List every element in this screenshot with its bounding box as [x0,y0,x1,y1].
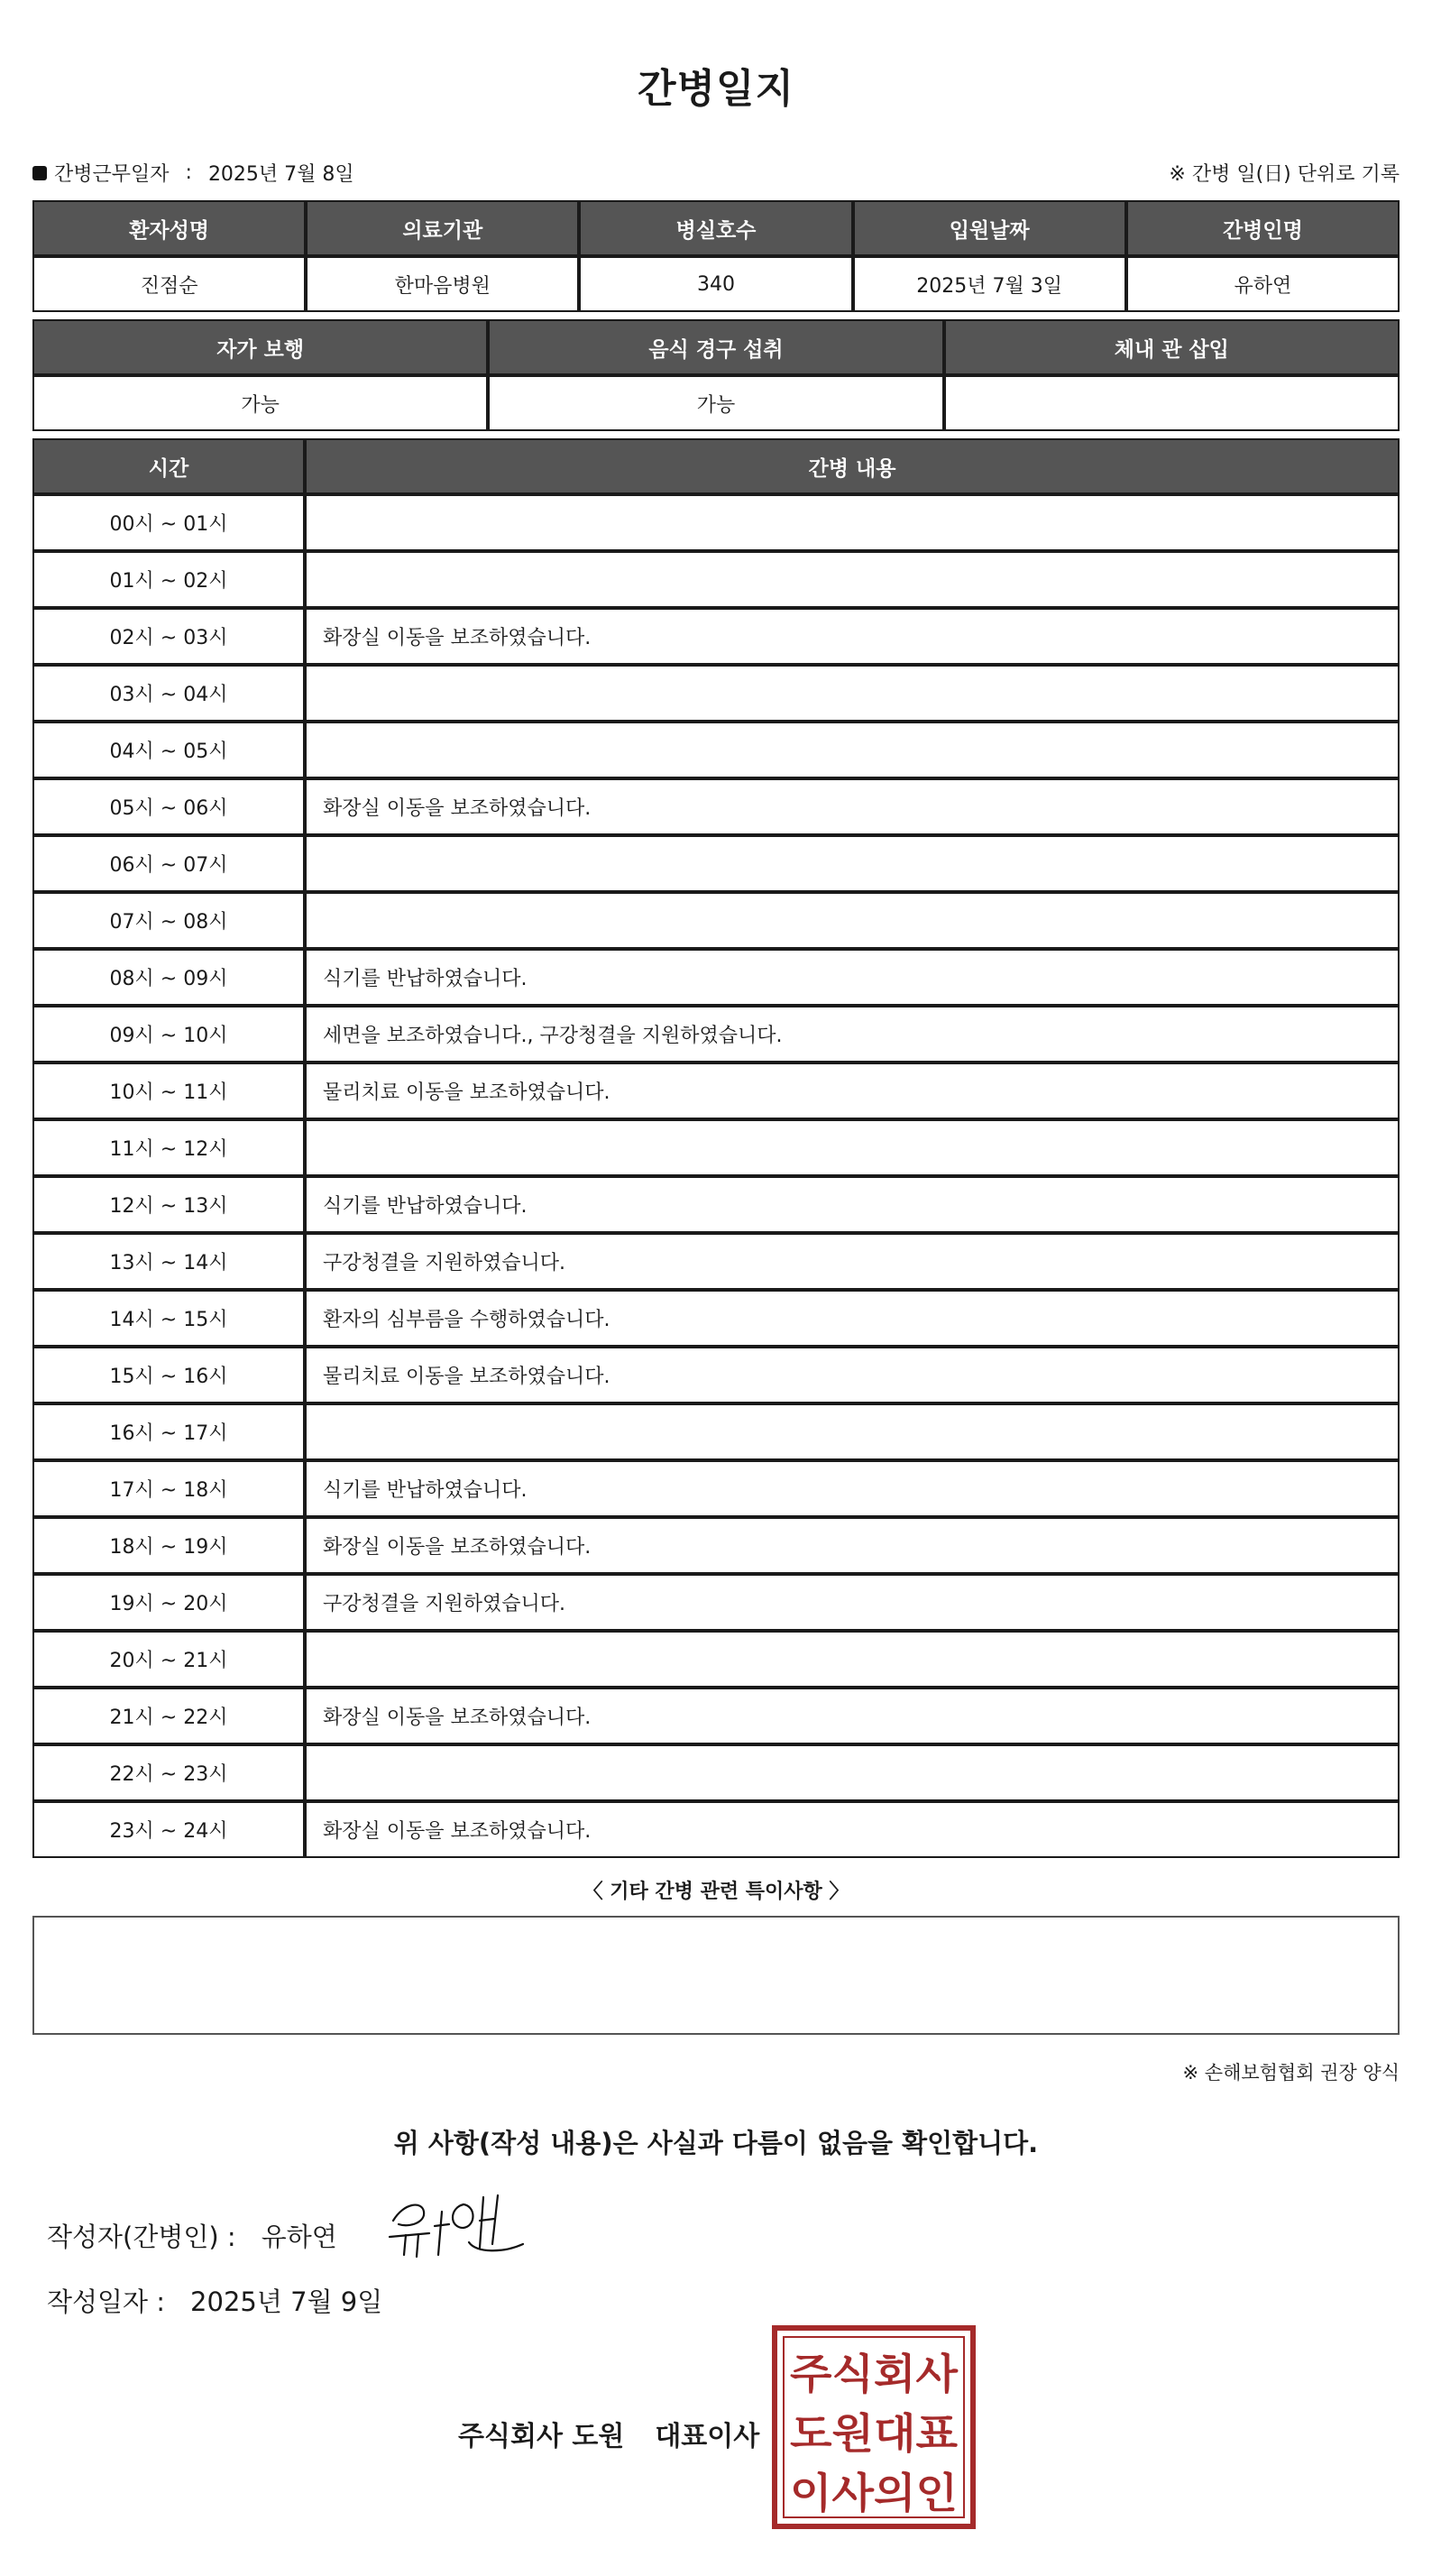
care-log-content: 화장실 이동을 보조하였습니다. [305,1688,1400,1744]
patient-info-value-row [32,256,1400,312]
writer-name: 유하연 [261,2222,337,2252]
care-log-row [32,1631,1400,1688]
care-log-row [32,722,1400,778]
bullet-square-icon [32,166,47,180]
page-title: 간병일지 [637,66,794,112]
care-log-time: 17시 ~ 18시 [32,1460,305,1517]
care-log-time: 16시 ~ 17시 [32,1403,305,1460]
care-log-content: 화장실 이동을 보조하였습니다. [305,608,1400,665]
care-log-content [305,551,1400,608]
care-log-body [32,494,1400,1858]
care-log-content: 화장실 이동을 보조하였습니다. [305,1801,1400,1858]
care-log-content: 구강청결을 지원하였습니다. [305,1233,1400,1290]
work-date-value: 2025년 7월 8일 [207,163,354,186]
care-log-time: 19시 ~ 20시 [32,1574,305,1631]
care-log-row [32,1460,1400,1517]
care-log-content [305,665,1400,722]
patient-info-table [32,200,1400,312]
header-tube-insertion: 체내 관 삽입 [944,319,1400,375]
tube-insertion-value [944,375,1400,431]
patient-status-table [32,319,1400,431]
care-log-content: 식기를 반납하였습니다. [305,1176,1400,1233]
care-log-content: 환자의 심부름을 수행하였습니다. [305,1290,1400,1347]
company-name: 주식회사 도원 [458,2421,625,2452]
care-log-row [32,1517,1400,1574]
care-log-time: 06시 ~ 07시 [32,835,305,892]
care-log-time: 11시 ~ 12시 [32,1119,305,1176]
care-log-time: 02시 ~ 03시 [32,608,305,665]
care-log-content: 물리치료 이동을 보조하였습니다. [305,1347,1400,1403]
care-log-time: 15시 ~ 16시 [32,1347,305,1403]
care-log-row [32,835,1400,892]
care-log-time: 03시 ~ 04시 [32,665,305,722]
header-patient-name: 환자성명 [32,200,306,256]
care-log-row [32,1744,1400,1801]
care-log-time: 04시 ~ 05시 [32,722,305,778]
care-log-time: 22시 ~ 23시 [32,1744,305,1801]
care-log-row [32,1574,1400,1631]
representative-title: 대표이사 [655,2421,760,2452]
company-line [458,2414,759,2453]
care-log-row [32,1688,1400,1744]
written-date-line [47,2282,382,2319]
care-log-content: 세면을 보조하였습니다., 구강청결을 지원하였습니다. [305,1006,1400,1063]
care-log-content [305,1631,1400,1688]
care-log-content [305,835,1400,892]
company-seal [772,2325,976,2529]
writer-line [47,2217,337,2254]
care-log-content: 구강청결을 지원하였습니다. [305,1574,1400,1631]
header-time: 시간 [32,438,305,494]
header-admission-date: 입원날짜 [853,200,1126,256]
care-log-row [32,778,1400,835]
patient-info-header-row [32,200,1400,256]
care-log-time: 10시 ~ 11시 [32,1063,305,1119]
svg-text:주식회사: 주식회사 [790,2350,959,2398]
care-log-content [305,722,1400,778]
care-log-row [32,608,1400,665]
header-self-walking: 자가 보행 [32,319,488,375]
care-log-content: 화장실 이동을 보조하였습니다. [305,778,1400,835]
svg-text:이사의인: 이사의인 [790,2469,958,2517]
care-log-content [305,494,1400,551]
work-date [32,159,354,187]
care-log-time: 23시 ~ 24시 [32,1801,305,1858]
care-log-row [32,1063,1400,1119]
care-log-row [32,892,1400,949]
etc-section-title: 〈 기타 간병 관련 특이사항 〉 [583,1881,849,1903]
care-log-row [32,1006,1400,1063]
care-log-time: 20시 ~ 21시 [32,1631,305,1688]
care-log-content: 식기를 반납하였습니다. [305,1460,1400,1517]
etc-notes-box [32,1916,1400,2035]
room-number: 340 [579,256,852,312]
care-log-time: 00시 ~ 01시 [32,494,305,551]
care-log-time: 18시 ~ 19시 [32,1517,305,1574]
care-log-table [32,438,1400,1858]
form-note: ※ 손해보험협회 권장 양식 [1182,2062,1400,2084]
header-care-content: 간병 내용 [305,438,1400,494]
status-header-row [32,319,1400,375]
care-log-time: 14시 ~ 15시 [32,1290,305,1347]
care-log-content [305,1119,1400,1176]
header-room: 병실호수 [579,200,852,256]
care-log-row [32,1347,1400,1403]
header-hospital: 의료기관 [306,200,579,256]
care-log-time: 12시 ~ 13시 [32,1176,305,1233]
care-log-row [32,551,1400,608]
written-date-value: 2025년 7월 9일 [190,2286,383,2317]
work-date-separator: : [185,161,192,184]
header-caregiver: 간병인명 [1126,200,1400,256]
care-log-header-row [32,438,1400,494]
care-log-time: 13시 ~ 14시 [32,1233,305,1290]
patient-name: 진점순 [32,256,306,312]
care-log-content: 식기를 반납하였습니다. [305,949,1400,1006]
care-log-time: 01시 ~ 02시 [32,551,305,608]
oral-intake-value: 가능 [488,375,943,431]
admission-date: 2025년 7월 3일 [853,256,1126,312]
care-log-content [305,892,1400,949]
care-log-row [32,949,1400,1006]
handwritten-signature [386,2185,530,2266]
care-log-row [32,1801,1400,1858]
care-log-row [32,1119,1400,1176]
care-log-time: 09시 ~ 10시 [32,1006,305,1063]
care-log-time: 21시 ~ 22시 [32,1688,305,1744]
care-log-content [305,1403,1400,1460]
care-log-row [32,665,1400,722]
care-log-row [32,1290,1400,1347]
care-log-time: 07시 ~ 08시 [32,892,305,949]
care-log-time: 05시 ~ 06시 [32,778,305,835]
care-log-time: 08시 ~ 09시 [32,949,305,1006]
writer-label: 작성자(간병인) : [47,2222,236,2252]
status-value-row [32,375,1400,431]
work-date-label: 간병근무일자 [54,163,170,186]
care-log-row [32,494,1400,551]
written-date-label: 작성일자 : [47,2286,166,2317]
hospital-name: 한마음병원 [306,256,579,312]
care-log-row [32,1176,1400,1233]
care-log-row [32,1233,1400,1290]
confirmation-statement: 위 사항(작성 내용)은 사실과 다름이 없음을 확인합니다. [393,2128,1039,2158]
care-log-content: 화장실 이동을 보조하였습니다. [305,1517,1400,1574]
header-oral-intake: 음식 경구 섭취 [488,319,943,375]
care-log-content: 물리치료 이동을 보조하였습니다. [305,1063,1400,1119]
record-note: ※ 간병 일(日) 단위로 기록 [1169,163,1400,186]
self-walking-value: 가능 [32,375,488,431]
svg-text:도원대표: 도원대표 [790,2409,959,2458]
caregiver-name: 유하연 [1126,256,1400,312]
care-log-row [32,1403,1400,1460]
care-log-content [305,1744,1400,1801]
